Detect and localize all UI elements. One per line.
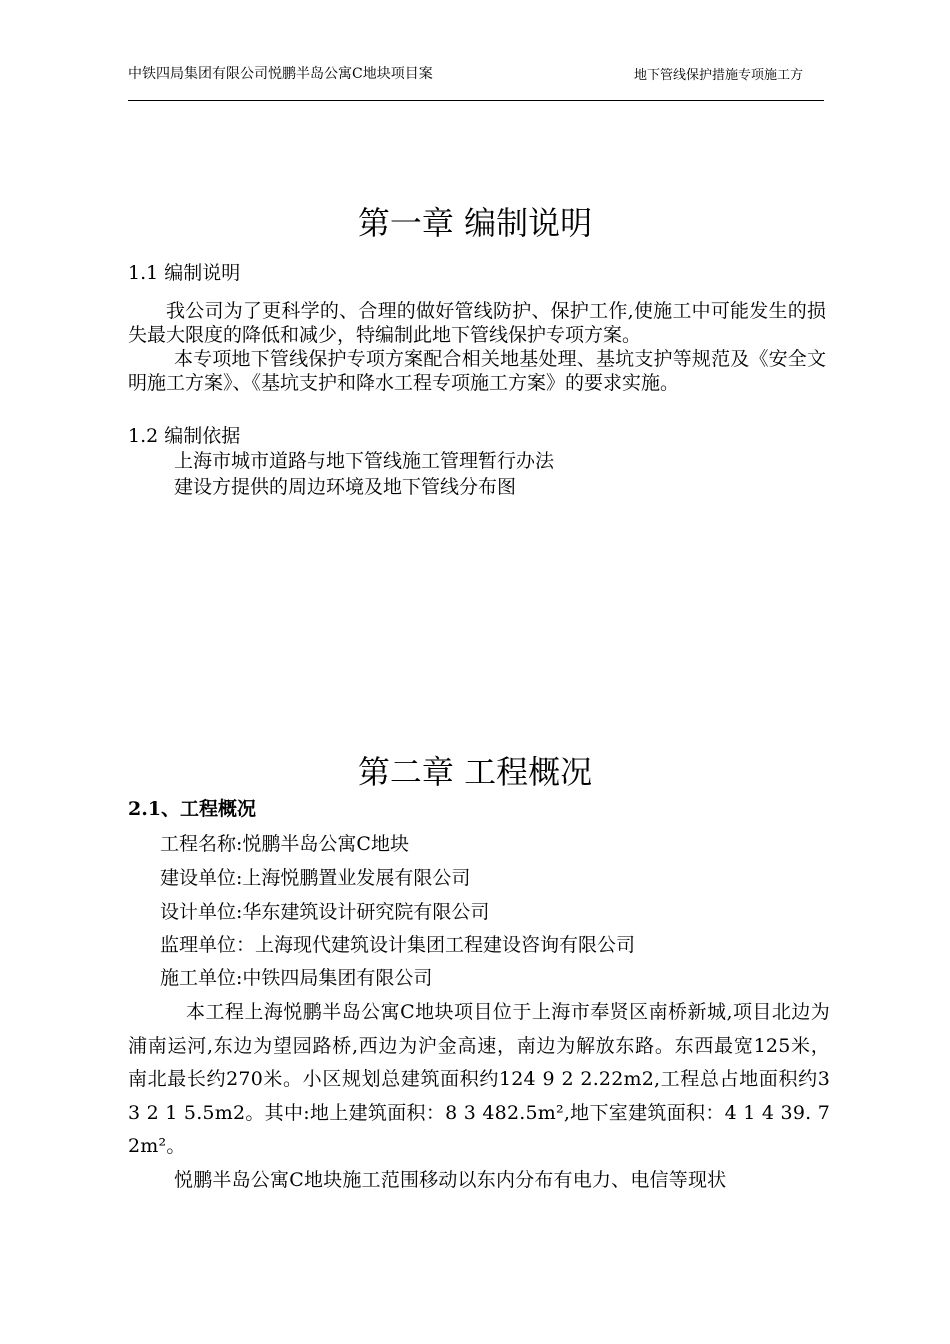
chapter-1-title: 第一章 编制说明	[357, 204, 593, 242]
project-info-name: 工程名称:悦鹏半岛公寓C地块	[160, 833, 409, 855]
project-info-designer: 设计单位:华东建筑设计研究院有限公司	[160, 901, 490, 923]
basis-item: 建设方提供的周边环境及地下管线分布图	[174, 476, 517, 498]
section-1-1-heading: 1.1 编制说明	[128, 262, 241, 284]
project-info-contractor: 施工单位:中铁四局集团有限公司	[160, 967, 433, 989]
project-info-supervisor: 监理单位：上海现代建筑设计集团工程建设咨询有限公司	[160, 934, 636, 956]
section-1-2-heading: 1.2 编制依据	[128, 425, 241, 447]
chapter-2-title: 第二章 工程概况	[357, 753, 593, 791]
header-divider	[128, 100, 824, 101]
section-2-1-heading: 2.1、工程概况	[128, 798, 257, 820]
project-overview-paragraph: 本工程上海悦鹏半岛公寓C地块项目位于上海市奉贤区南桥新城,项目北边为浦南运河,东边为望园路桥,西边为沪金高速，南边为解放东路。东西最宽125米，南北最长约270米。小区规划总建筑面积约124 9 2 2.22m2,工程总占地面积约3 3 2 1 5.5m2。其中:地上建筑面积：8 3 482.5m²,地下室建筑面积：4 1 4 39. 7 2m²。	[128, 1001, 830, 1157]
chapter-1-paragraph-1: 我公司为了更科学的、合理的做好管线防护、保护工作,使施工中可能发生的损失最大限度的降低和减少，特编制此地下管线保护专项方案。	[128, 300, 826, 346]
pipeline-distribution-paragraph: 悦鹏半岛公寓C地块施工范围移动以东内分布有电力、电信等现状	[174, 1169, 727, 1191]
basis-item: 上海市城市道路与地下管线施工管理暂行办法	[174, 450, 555, 472]
header-document-title: 地下管线保护措施专项施工方	[634, 68, 804, 83]
project-info-owner: 建设单位:上海悦鹏置业发展有限公司	[160, 867, 471, 889]
chapter-1-paragraph-2: 本专项地下管线保护专项方案配合相关地基处理、基坑支护等规范及《安全文明施工方案》、《基坑支护和降水工程专项施工方案》的要求实施。	[128, 348, 826, 394]
header-project-name: 中铁四局集团有限公司悦鹏半岛公寓C地块项目案	[128, 66, 433, 82]
